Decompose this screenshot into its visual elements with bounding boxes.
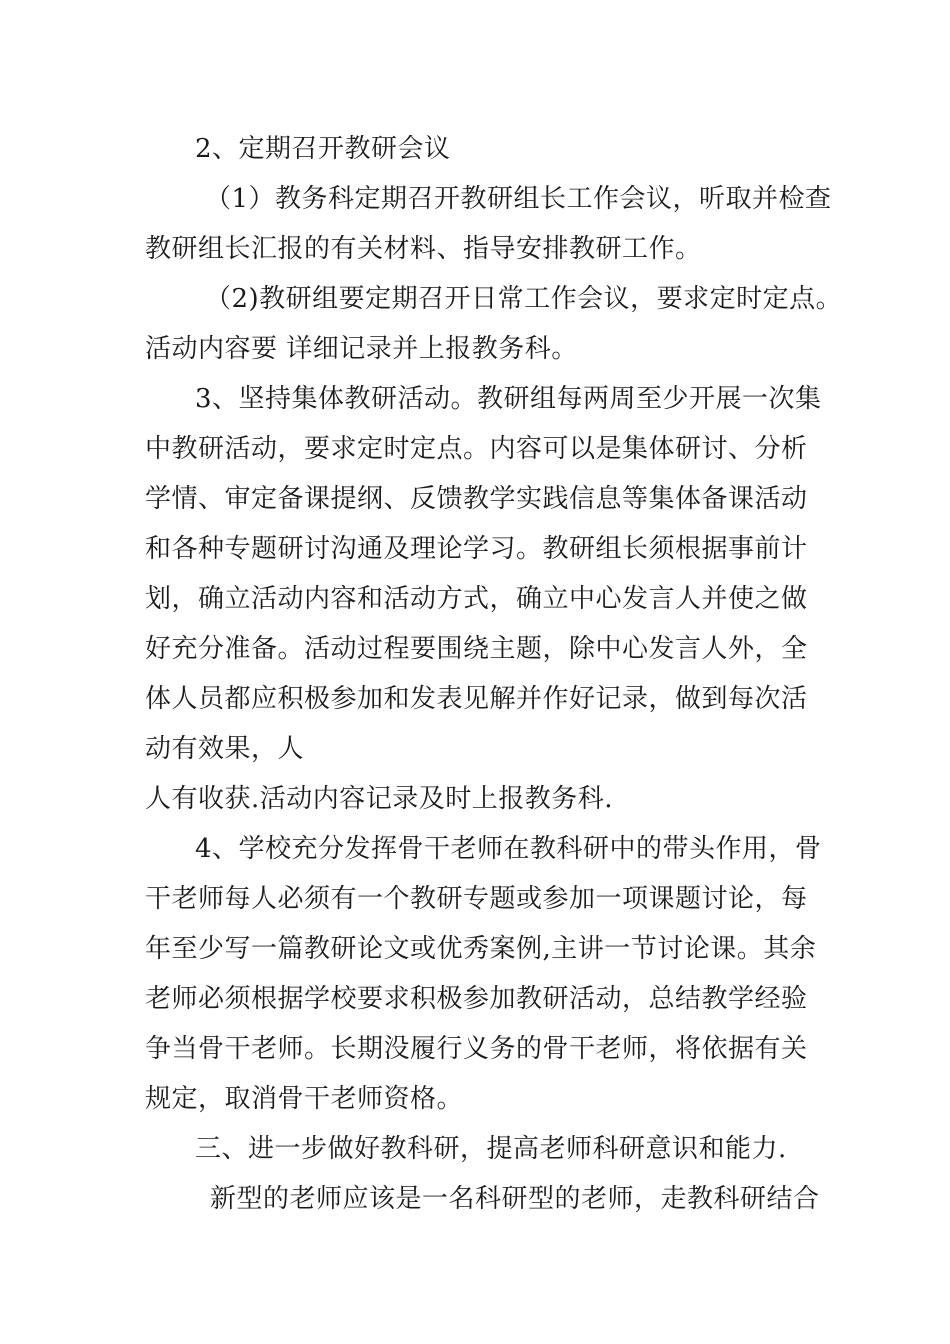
text-line: 人有收获.活动内容记录及时上报教务科. bbox=[145, 784, 614, 814]
section-heading: 三、进一步做好教科研，提高老师科研意识和能力. bbox=[195, 1134, 787, 1164]
text-line: 活动内容要 详细记录并上报教务科。 bbox=[145, 334, 578, 364]
text-line: 年至少写一篇教研论文或优秀案例,主讲一节讨论课。其余 bbox=[145, 934, 817, 964]
text-line: 和各种专题研讨沟通及理论学习。教研组长须根据事前计 bbox=[145, 534, 808, 564]
text-line: 3、坚持集体教研活动。教研组每两周至少开展一次集 bbox=[195, 384, 822, 414]
text-line: 干老师每人必须有一个教研专题或参加一项课题讨论，每 bbox=[145, 884, 808, 914]
text-line: 好充分准备。活动过程要围绕主题，除中心发言人外，全 bbox=[145, 634, 808, 664]
text-line: 教研组长汇报的有关材料、指导安排教研工作。 bbox=[145, 234, 702, 264]
text-line: 老师必须根据学校要求积极参加教研活动，总结教学经验 bbox=[145, 984, 808, 1014]
text-line: 学情、审定备课提纲、反馈教学实践信息等集体备课活动 bbox=[145, 484, 808, 514]
text-line: 中教研活动，要求定时定点。内容可以是集体研讨、分析 bbox=[145, 434, 808, 464]
text-line: 动有效果，人 bbox=[145, 734, 305, 764]
text-line: 争当骨干老师。长期没履行义务的骨干老师，将依据有关 bbox=[145, 1034, 808, 1064]
text-line: 规定，取消骨干老师资格。 bbox=[145, 1084, 464, 1114]
text-line: 2、定期召开教研会议 bbox=[195, 134, 451, 164]
text-line: 4、学校充分发挥骨干老师在教科研中的带头作用，骨 bbox=[195, 834, 822, 864]
text-line: 新型的老师应该是一名科研型的老师，走教科研结合 bbox=[210, 1184, 820, 1214]
text-line: 体人员都应积极参加和发表见解并作好记录，做到每次活 bbox=[145, 684, 808, 714]
text-line: 划，确立活动内容和活动方式，确立中心发言人并使之做 bbox=[145, 584, 808, 614]
text-line: （1）教务科定期召开教研组长工作会议，听取并检查 bbox=[205, 184, 832, 214]
text-line: （2)教研组要定期召开日常工作会议，要求定时定点。 bbox=[205, 284, 843, 314]
